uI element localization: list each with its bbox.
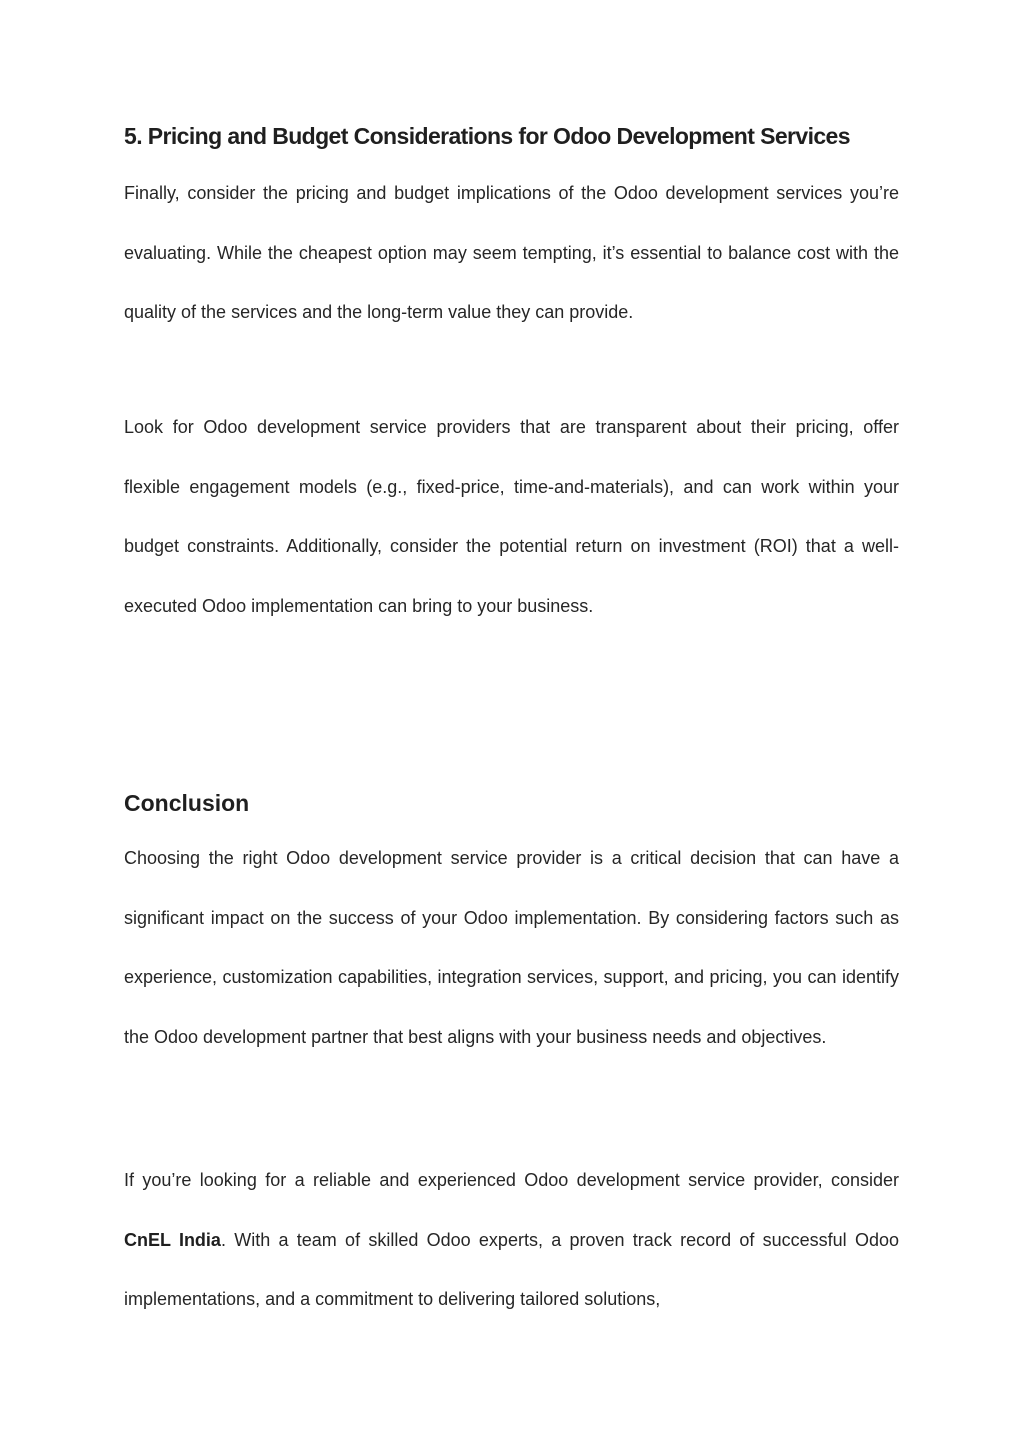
conclusion-paragraph-2-end: . With a team of skilled Odoo experts, a proven track record of successful Odoo implementations, and a commitment to delivering tailored solutions, <box>124 1229 899 1310</box>
section-heading: 5. Pricing and Budget Considerations for Odoo Development Services <box>124 123 850 149</box>
company-name: CnEL India <box>124 1229 221 1250</box>
section-paragraph-1: Finally, consider the pricing and budget implications of the Odoo development services you’re evaluating. While the cheapest option may seem tempting, it’s essential to balance cost with the quality of the services and the long-term value they can provide. <box>124 183 899 323</box>
conclusion-paragraph-1: Choosing the right Odoo development service provider is a critical decision that can have a significant impact on the success of your Odoo implementation. By considering factors such as experience, customization capabilities, integration services, support, and pricing, you can identify the Odoo development partner that best aligns with your business needs and objectives. <box>124 848 899 1047</box>
conclusion-paragraph-2-start: If you’re looking for a reliable and experienced Odoo development service provider, consider <box>124 1170 899 1190</box>
conclusion-heading: Conclusion <box>124 790 250 816</box>
section-paragraph-2: Look for Odoo development service providers that are transparent about their pricing, offer flexible engagement models (e.g., fixed-price, time-and-materials), and can work within your budget constraints. Additionally, consider the potential return on investment (ROI) that a well-executed Odoo implementation can bring to your business. <box>124 417 899 616</box>
conclusion-paragraph-2 <box>124 1151 899 1330</box>
